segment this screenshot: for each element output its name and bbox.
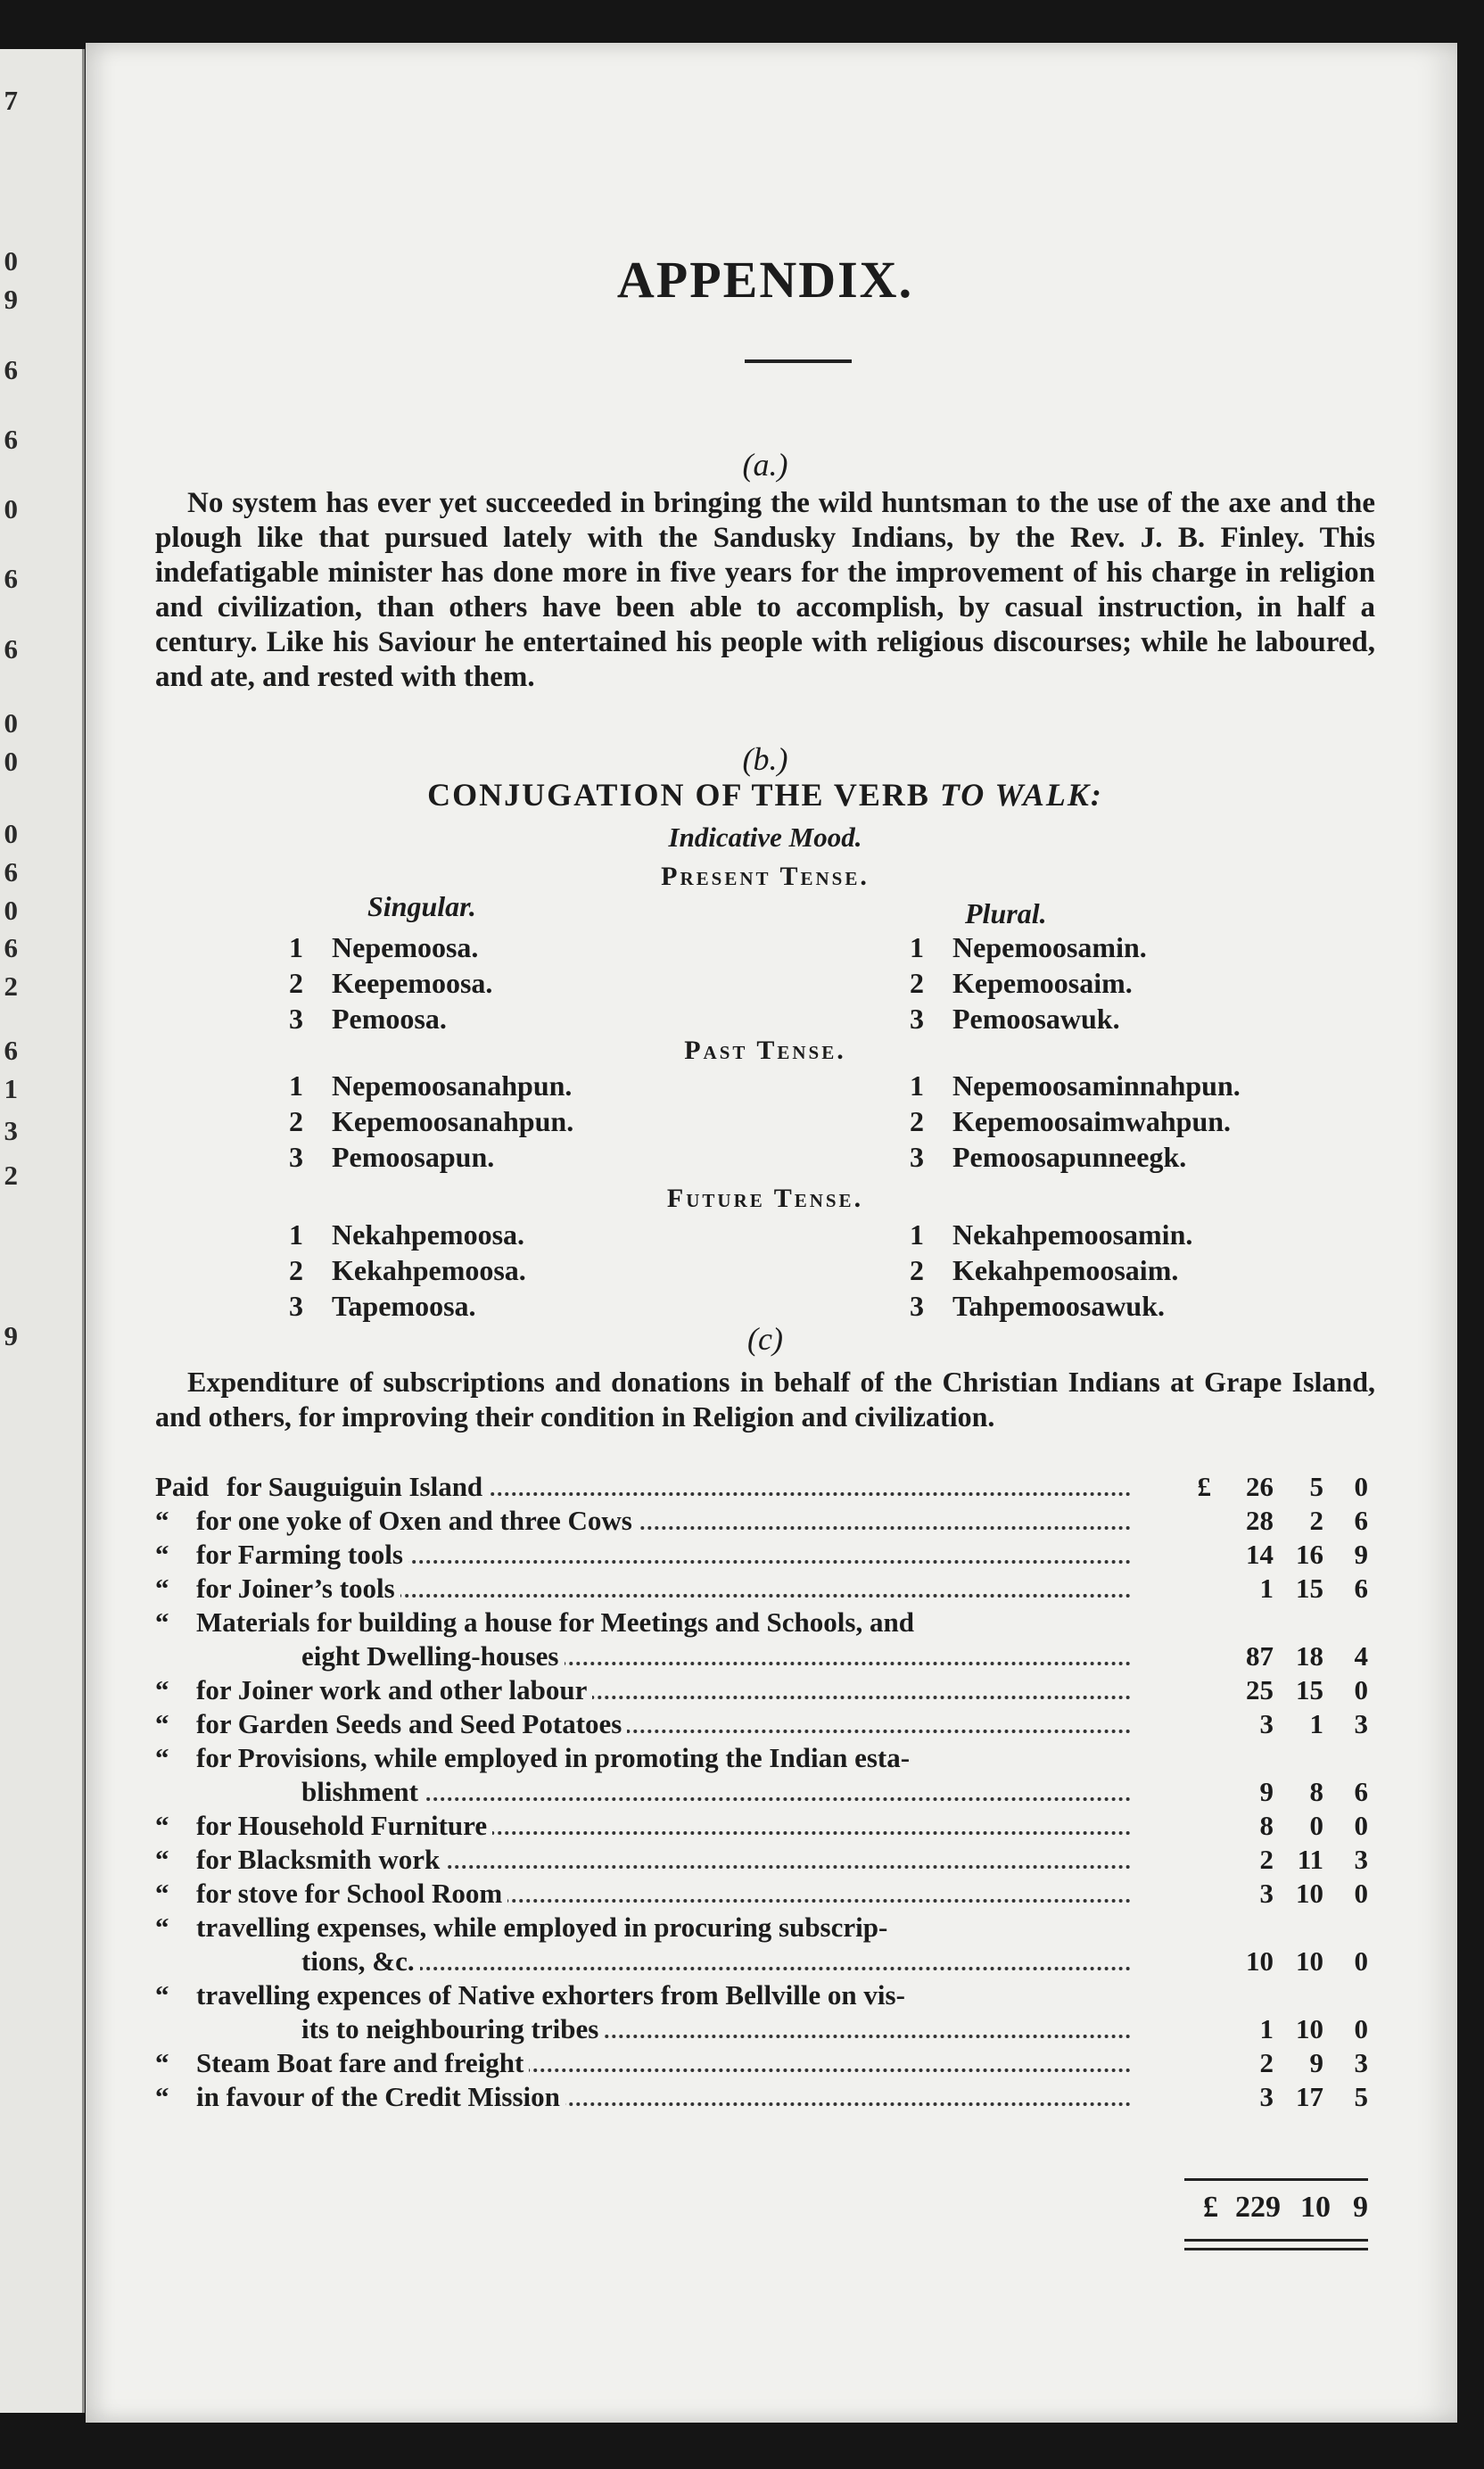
plural-form [910, 1105, 1231, 1138]
pence-amount: 3 [1354, 2047, 1368, 2078]
pounds-amount: 26 [1246, 1471, 1274, 1502]
adjacent-page-digit: 9 [4, 1320, 18, 1351]
section-c-mark: (c) [747, 1321, 783, 1357]
pounds-amount: 2 [1259, 1844, 1274, 1875]
adjacent-page-digit: 0 [4, 245, 18, 277]
person-number: 3 [289, 1290, 303, 1322]
verb-form: Nepemoosaminnahpun. [952, 1069, 1241, 1102]
expenditure-row [155, 1538, 1375, 1572]
pounds-amount: 8 [1259, 1810, 1274, 1841]
pounds-amount: 3 [1259, 2081, 1274, 2112]
shillings-amount: 15 [1296, 1674, 1323, 1705]
pence-amount: 3 [1354, 1708, 1368, 1739]
expenditure-row [155, 1673, 1375, 1707]
verb-form: Nekahpemoosa. [332, 1218, 525, 1251]
item-description: in favour of the Credit Mission [196, 2081, 560, 2112]
person-number: 3 [289, 1141, 303, 1173]
pounds-amount: 25 [1246, 1674, 1274, 1705]
expenditure-row [155, 2080, 1375, 2114]
item-description: travelling expenses, while employed in procuring subscrip- [196, 1912, 888, 1943]
verb-form: Pemoosapunneegk. [952, 1141, 1187, 1173]
expenditure-row [155, 1606, 1375, 1639]
item-description: blishment [301, 1776, 418, 1807]
total-shillings: 10 [1300, 2191, 1331, 2224]
shillings-amount: 1 [1309, 1708, 1323, 1739]
total-double-rule-1 [1184, 2239, 1368, 2242]
expenditure-row [155, 1911, 1375, 1945]
plural-form [910, 1254, 1178, 1287]
conjugation-heading-verb: TO WALK: [939, 777, 1103, 813]
plural-form [910, 1141, 1186, 1174]
person-number: 1 [289, 1218, 303, 1251]
row-lead: “ [155, 1573, 169, 1604]
row-lead: “ [155, 1878, 169, 1909]
row-lead: “ [155, 1844, 169, 1875]
item-description: for Blacksmith work [196, 1844, 441, 1875]
verb-form: Tapemoosa. [332, 1290, 476, 1322]
adjacent-page-digit: 6 [4, 932, 18, 963]
adjacent-page-digit: 7 [4, 85, 18, 116]
shillings-amount: 8 [1309, 1776, 1323, 1807]
shillings-amount: 9 [1309, 2047, 1323, 2078]
row-lead: “ [155, 1912, 169, 1943]
shillings-amount: 0 [1309, 1810, 1323, 1841]
expenditure-row [155, 1843, 1375, 1877]
item-description: for Joiner work and other labour [196, 1674, 588, 1705]
section-b-mark: (b.) [742, 741, 788, 777]
verb-form: Kepemoosaimwahpun. [952, 1105, 1232, 1137]
pence-amount: 0 [1354, 1878, 1368, 1909]
pence-amount: 6 [1354, 1573, 1368, 1604]
item-description: Materials for building a house for Meetings and Schools, and [196, 1606, 914, 1638]
adjacent-page-digit: 6 [4, 1035, 18, 1066]
singular-form [289, 1105, 573, 1138]
document-page [86, 43, 1457, 2423]
pence-amount: 4 [1354, 1640, 1368, 1672]
total-pounds: 229 [1235, 2191, 1281, 2224]
adjacent-page-digit: 2 [4, 1160, 18, 1191]
row-lead: “ [155, 1606, 169, 1638]
singular-form [289, 1290, 476, 1323]
singular-form [289, 1218, 524, 1251]
item-description: for Provisions, while employed in promoting the Indian esta- [196, 1742, 911, 1773]
person-number: 2 [910, 1254, 924, 1286]
shillings-amount: 2 [1309, 1505, 1323, 1536]
adjacent-page-digit: 2 [4, 970, 18, 1002]
pounds-amount: 1 [1259, 1573, 1274, 1604]
adjacent-page-digit: 6 [4, 563, 18, 594]
total-currency: £ [1203, 2191, 1218, 2224]
expenditure-row [155, 1470, 1375, 1504]
person-number: 2 [910, 1105, 924, 1137]
person-number: 1 [910, 931, 924, 963]
verb-form: Kepemoosaim. [952, 967, 1133, 999]
shillings-amount: 17 [1296, 2081, 1323, 2112]
expenditure-row [155, 1809, 1375, 1843]
pence-amount: 0 [1354, 1674, 1368, 1705]
person-number: 3 [289, 1003, 303, 1035]
plural-form [910, 1069, 1241, 1102]
singular-label: Singular. [367, 890, 476, 922]
expenditure-row [155, 1775, 1375, 1809]
verb-form: Pemoosa. [332, 1003, 447, 1035]
person-number: 3 [910, 1141, 924, 1173]
expenditure-row [155, 1945, 1375, 1978]
expenditure-row [155, 1877, 1375, 1911]
row-lead: “ [155, 1742, 169, 1773]
pounds-amount: 87 [1246, 1640, 1274, 1672]
pounds-amount: 14 [1246, 1539, 1274, 1570]
person-number: 2 [910, 967, 924, 999]
mood-label: Indicative Mood. [668, 822, 862, 853]
verb-form: Nepemoosamin. [952, 931, 1147, 963]
person-number: 2 [289, 967, 303, 999]
person-number: 1 [289, 1069, 303, 1102]
verb-form: Pemoosapun. [332, 1141, 495, 1173]
shillings-amount: 15 [1296, 1573, 1323, 1604]
singular-form [289, 1141, 494, 1174]
plural-form [910, 1003, 1120, 1036]
person-number: 1 [910, 1218, 924, 1251]
row-lead: “ [155, 1708, 169, 1739]
verb-form: Nekahpemoosamin. [952, 1218, 1193, 1251]
total-double-rule-2 [1184, 2248, 1368, 2250]
pence-amount: 9 [1354, 1539, 1368, 1570]
verb-form: Pemoosawuk. [952, 1003, 1120, 1035]
expenditure-row [155, 1572, 1375, 1606]
adjacent-page-edge [0, 49, 85, 2413]
total-rule [1184, 2178, 1368, 2181]
expenditure-table [155, 1470, 1375, 2114]
page-title: APPENDIX. [616, 251, 914, 309]
tense-label: Past Tense. [684, 1036, 846, 1065]
item-description: for Farming tools [196, 1539, 403, 1570]
row-lead: “ [155, 1505, 169, 1536]
item-description: eight Dwelling-houses [301, 1640, 559, 1672]
person-number: 2 [289, 1254, 303, 1286]
plural-form [910, 931, 1147, 964]
tense-label: Present Tense. [661, 862, 870, 891]
pounds-amount: 2 [1259, 2047, 1274, 2078]
singular-form [289, 1254, 526, 1287]
pounds-amount: 1 [1259, 2013, 1274, 2044]
row-lead: “ [155, 1674, 169, 1705]
adjacent-page-digit: 9 [4, 284, 18, 315]
shillings-amount: 18 [1296, 1640, 1323, 1672]
adjacent-page-digit: 3 [4, 1115, 18, 1146]
row-lead: “ [155, 2047, 169, 2078]
expenditure-row [155, 1504, 1375, 1538]
expenditure-row [155, 2012, 1375, 2046]
pence-amount: 6 [1354, 1505, 1368, 1536]
adjacent-page-digit: 6 [4, 633, 18, 665]
adjacent-page-digit: 0 [4, 818, 18, 849]
expenditure-intro: Expenditure of subscriptions and donations in behalf of the Christian Indians at Grape Island, and others, for improving their condition in Religion and civilization. [155, 1366, 1375, 1433]
pence-amount: 0 [1354, 1945, 1368, 1977]
pounds-amount: 3 [1259, 1878, 1274, 1909]
shillings-amount: 10 [1296, 1878, 1323, 1909]
item-description: its to neighbouring tribes [301, 2013, 599, 2044]
total-pence: 9 [1353, 2191, 1368, 2224]
plural-label: Plural. [965, 897, 1047, 929]
pounds-amount: 10 [1246, 1945, 1274, 1977]
singular-form [289, 1003, 447, 1036]
row-lead: “ [155, 1979, 169, 2011]
verb-form: Kekahpemoosaim. [952, 1254, 1179, 1286]
pounds-amount: 9 [1259, 1776, 1274, 1807]
person-number: 3 [910, 1003, 924, 1035]
singular-form [289, 967, 492, 1000]
plural-form [910, 1290, 1165, 1323]
adjacent-page-digit: 0 [4, 895, 18, 926]
singular-form [289, 1069, 572, 1102]
verb-form: Kepemoosanahpun. [332, 1105, 574, 1137]
verb-form: Keepemoosa. [332, 967, 493, 999]
verb-form: Nepemoosa. [332, 931, 479, 963]
person-number: 2 [289, 1105, 303, 1137]
title-rule [745, 359, 852, 363]
expenditure-row [155, 1978, 1375, 2012]
adjacent-page-digit: 0 [4, 746, 18, 777]
pence-amount: 0 [1354, 1471, 1368, 1502]
tense-label: Future Tense. [666, 1184, 864, 1213]
item-description: tions, &c. [301, 1945, 415, 1977]
section-a-paragraph: No system has ever yet succeeded in bringing the wild huntsman to the use of the axe and the plough like that pursued lately with the Sandusky Indians, by the Rev. J. B. Finley. This indefatigable minister has done more in five years for the improvement of his charge in religion and civilization, than others have been able to accomplish, by casual instruction, in half a century. Like his Saviour he entertained his people with religious discourses; while he laboured, and ate, and rested with them. [155, 487, 1375, 693]
verb-form: Kekahpemoosa. [332, 1254, 526, 1286]
pence-amount: 0 [1354, 2013, 1368, 2044]
adjacent-page-digit: 0 [4, 493, 18, 524]
item-description: Steam Boat fare and freight [196, 2047, 524, 2078]
expenditure-row [155, 1741, 1375, 1775]
adjacent-page-digit: 6 [4, 424, 18, 455]
person-number: 3 [910, 1290, 924, 1322]
row-lead: “ [155, 1810, 169, 1841]
adjacent-page-digit: 6 [4, 856, 18, 888]
adjacent-page-digit: 0 [4, 707, 18, 739]
expenditure-row [155, 1639, 1375, 1673]
shillings-amount: 10 [1296, 2013, 1323, 2044]
shillings-amount: 5 [1309, 1471, 1323, 1502]
verb-form: Nepemoosanahpun. [332, 1069, 573, 1102]
item-description: for Sauguiguin Island [227, 1471, 483, 1502]
row-lead: “ [155, 1539, 169, 1570]
pence-amount: 5 [1354, 2081, 1368, 2112]
item-description: for Joiner’s tools [196, 1573, 395, 1604]
row-lead: “ [155, 2081, 169, 2112]
item-description: for stove for School Room [196, 1878, 503, 1909]
item-description: for Household Furniture [196, 1810, 488, 1841]
expenditure-row [155, 1707, 1375, 1741]
pounds-amount: 28 [1246, 1505, 1274, 1536]
conjugation-heading-text: CONJUGATION OF THE VERB [427, 777, 930, 813]
adjacent-page-digit: 6 [4, 354, 18, 385]
person-number: 1 [910, 1069, 924, 1102]
pence-amount: 3 [1354, 1844, 1368, 1875]
plural-form [910, 967, 1133, 1000]
shillings-amount: 10 [1296, 1945, 1323, 1977]
pence-amount: 0 [1354, 1810, 1368, 1841]
item-description: for one yoke of Oxen and three Cows [196, 1505, 632, 1536]
pence-amount: 6 [1354, 1776, 1368, 1807]
plural-form [910, 1218, 1192, 1251]
adjacent-page-digit: 1 [4, 1073, 18, 1104]
verb-form: Tahpemoosawuk. [952, 1290, 1166, 1322]
conjugation-heading [155, 776, 1375, 813]
section-a-mark: (a.) [742, 447, 788, 483]
expenditure-row [155, 2046, 1375, 2080]
singular-form [289, 931, 478, 964]
item-description: travelling expences of Native exhorters from Bellville on vis- [196, 1979, 905, 2011]
currency-symbol: £ [1197, 1471, 1211, 1502]
item-description: for Garden Seeds and Seed Potatoes [196, 1708, 622, 1739]
pounds-amount: 3 [1259, 1708, 1274, 1739]
shillings-amount: 16 [1296, 1539, 1323, 1570]
shillings-amount: 11 [1297, 1844, 1323, 1875]
row-lead: Paid [155, 1471, 210, 1502]
person-number: 1 [289, 931, 303, 963]
